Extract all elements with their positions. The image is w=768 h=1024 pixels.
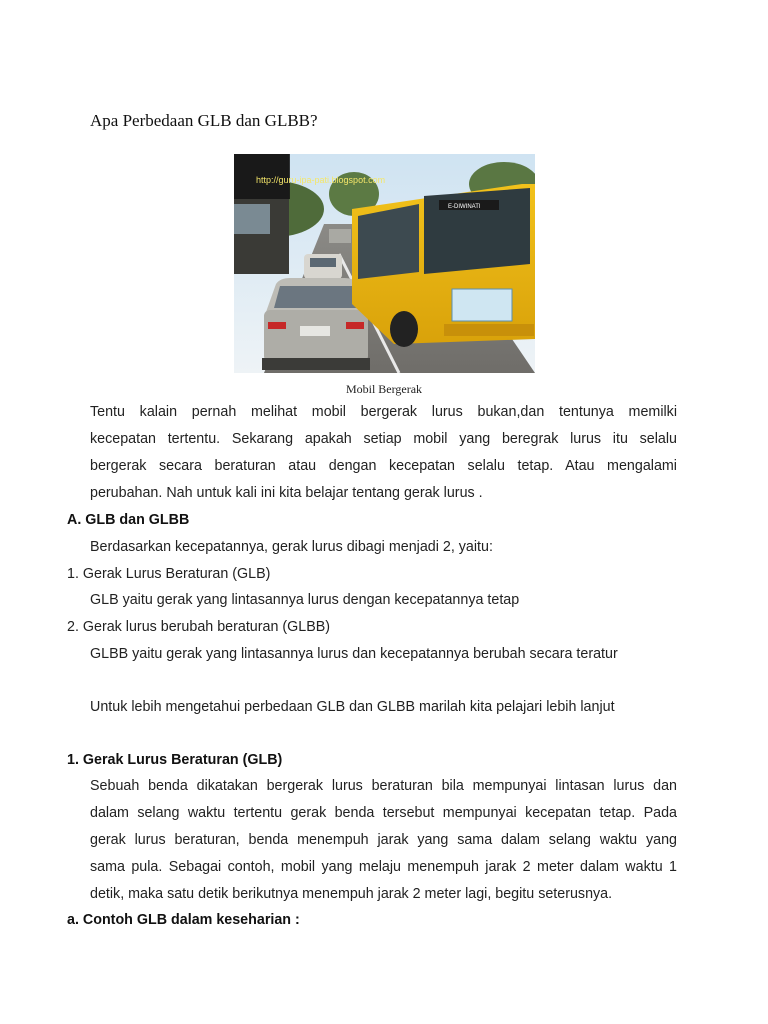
glb-paragraph <box>90 773 677 908</box>
glb-list-item: 1. Gerak Lurus Beraturan (GLB) <box>67 566 271 582</box>
intro-line: bergerak secara beraturan atau dengan kecepatan selalu tetap. Atau mengalami <box>90 458 677 474</box>
page-title: Apa Perbedaan GLB dan GLBB? <box>90 111 318 130</box>
glbb-definition: GLBB yaitu gerak yang lintasannya lurus dan kecepatannya berubah secara teratur <box>90 646 618 662</box>
glb-section-heading: 1. Gerak Lurus Beraturan (GLB) <box>67 752 283 768</box>
glb-line: dalam selang waktu tertentu gerak benda tersebut mempunyai kecepatan tetap. Pada <box>90 805 677 821</box>
glbb-list-item: 2. Gerak lurus berubah beraturan (GLBB) <box>67 619 331 635</box>
section-a-heading: A. GLB dan GLBB <box>67 512 190 528</box>
traffic-photo <box>234 154 535 373</box>
intro-line: perubahan. Nah untuk kali ini kita belajar tentang gerak lurus . <box>90 485 483 501</box>
glb-definition: GLB yaitu gerak yang lintasannya lurus dengan kecepatannya tetap <box>90 592 520 608</box>
traffic-photo-illustration <box>234 154 535 373</box>
bus-sign-text: E-DIWINATI <box>448 204 481 210</box>
glb-line: gerak lurus beraturan, benda menempuh jarak yang sama dalam selang waktu yang <box>90 832 677 848</box>
intro-paragraph <box>90 399 677 507</box>
glb-examples-heading: a. Contoh GLB dalam keseharian : <box>67 912 300 928</box>
intro-line: Tentu kalain pernah melihat mobil bergerak lurus bukan,dan tentunya memilki <box>90 404 677 420</box>
glb-line: sama pula. Sebagai contoh, mobil yang melaju menempuh jarak 2 meter dalam waktu 1 <box>90 859 677 875</box>
glb-line: Sebuah benda dikatakan bergerak lurus beraturan bila mempunyai lintasan lurus dan <box>90 778 677 794</box>
glb-line: detik, maka satu detik berikutnya menempuh jarak 2 meter lagi, begitu seterusnya. <box>90 886 613 902</box>
section-a-closing: Untuk lebih mengetahui perbedaan GLB dan GLBB marilah kita pelajari lebih lanjut <box>90 699 615 715</box>
intro-line: kecepatan tertentu. Sekarang apakah setiap mobil yang beregrak lurus itu selalu <box>90 431 677 447</box>
watermark-text: http://guru-ipa-pati.blogspot.com <box>256 175 386 185</box>
section-a-intro: Berdasarkan kecepatannya, gerak lurus dibagi menjadi 2, yaitu: <box>90 539 493 555</box>
image-caption: Mobil Bergerak <box>345 382 423 396</box>
